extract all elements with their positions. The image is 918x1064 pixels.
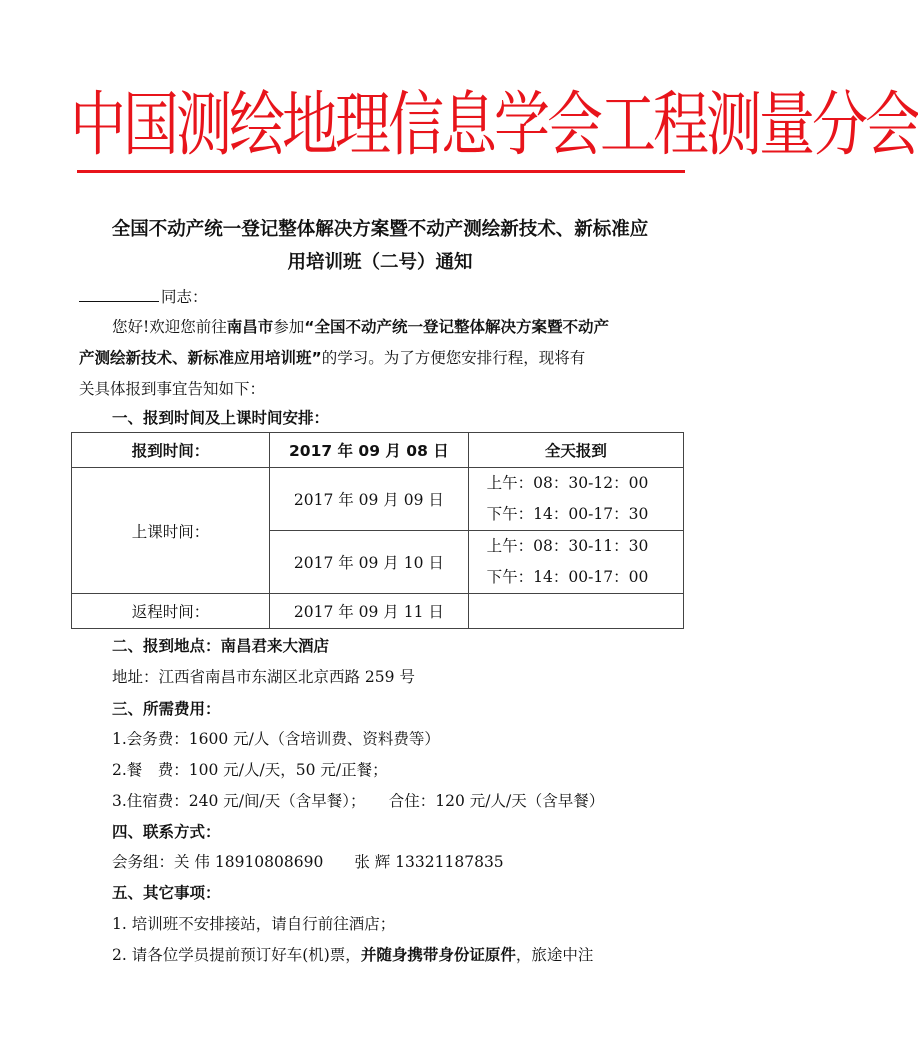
section-1-heading: 一、报到时间及上课时间安排： [112,409,330,427]
intro-text: 参加 [273,318,305,336]
course-name: “全国不动产统一登记整体解决方案暨不动产 [304,318,609,336]
intro-line-1 [112,315,609,339]
id-card-requirement: 并随身携带身份证原件 [360,946,516,964]
section-2-heading: 二、报到地点：南昌君来大酒店 [112,637,330,655]
fee-item-1: 1.会务费：1600 元/人（含培训费、资料费等） [112,730,440,748]
fee-item-3: 3.住宿费：240 元/间/天（含早餐）； 合住：120 元/人/天（含早餐） [112,792,605,810]
city-name: 南昌市 [226,318,274,336]
return-date: 2017 年 09 月 11 日 [270,594,469,629]
intro-line-3: 关具体报到事宜告知如下： [79,380,266,398]
notice-text: 2. 请各位学员提前预订好车(机)票， [112,946,361,964]
section-4-heading: 四、联系方式： [112,823,221,841]
intro-text: 的学习。为了方便您安排行程，现将有 [321,349,586,367]
notice-text: ，旅途中注 [515,946,594,964]
notice-item-1: 1. 培训班不安排接站，请自行前往酒店； [112,915,396,933]
fee-item-2: 2.餐 费：100 元/人/天，50 元/正餐； [112,761,388,779]
day2-date: 2017 年 09 月 10 日 [270,531,469,594]
contact-info: 会务组：关 伟 18910808690 张 辉 13321187835 [112,853,504,871]
notice-item-2 [112,943,593,967]
day1-times [468,468,683,531]
section-5-heading: 五、其它事项： [112,884,221,902]
letterhead-red-rule [77,170,685,173]
intro-text: 您好!欢迎您前往 [112,318,227,336]
day2-times [468,531,683,594]
notice-title-line-1: 全国不动产统一登记整体解决方案暨不动产测绘新技术、新标准应 [111,219,649,240]
table-row [72,594,684,629]
day2-morning: 上午：08：30-11：30 [486,537,649,555]
table-row [72,433,684,468]
checkin-note: 全天报到 [468,433,683,468]
day1-afternoon: 下午：14：00-17：30 [486,505,649,523]
section-3-heading: 三、所需费用： [112,700,221,718]
schedule-table [71,432,684,629]
organization-letterhead: 中国测绘地理信息学会工程测量分会 [70,84,918,166]
day2-afternoon: 下午：14：00-17：00 [486,568,649,586]
salutation-text: 同志： [161,288,208,306]
return-label: 返程时间： [72,594,270,629]
class-time-label: 上课时间： [72,468,270,594]
day1-morning: 上午：08：30-12：00 [486,474,649,492]
checkin-label: 报到时间： [72,433,270,468]
empty-cell [468,594,683,629]
day1-date: 2017 年 09 月 09 日 [270,468,469,531]
notice-title-line-2: 用培训班（二号）通知 [287,252,473,273]
venue-address: 地址：江西省南昌市东湖区北京西路 259 号 [112,668,415,686]
table-row [72,468,684,531]
course-name: 产测绘新技术、新标准应用培训班” [79,349,322,367]
intro-line-2 [79,346,585,370]
salutation [79,285,208,309]
name-blank-underline [79,285,159,302]
checkin-date: 2017 年 09 月 08 日 [270,433,469,468]
